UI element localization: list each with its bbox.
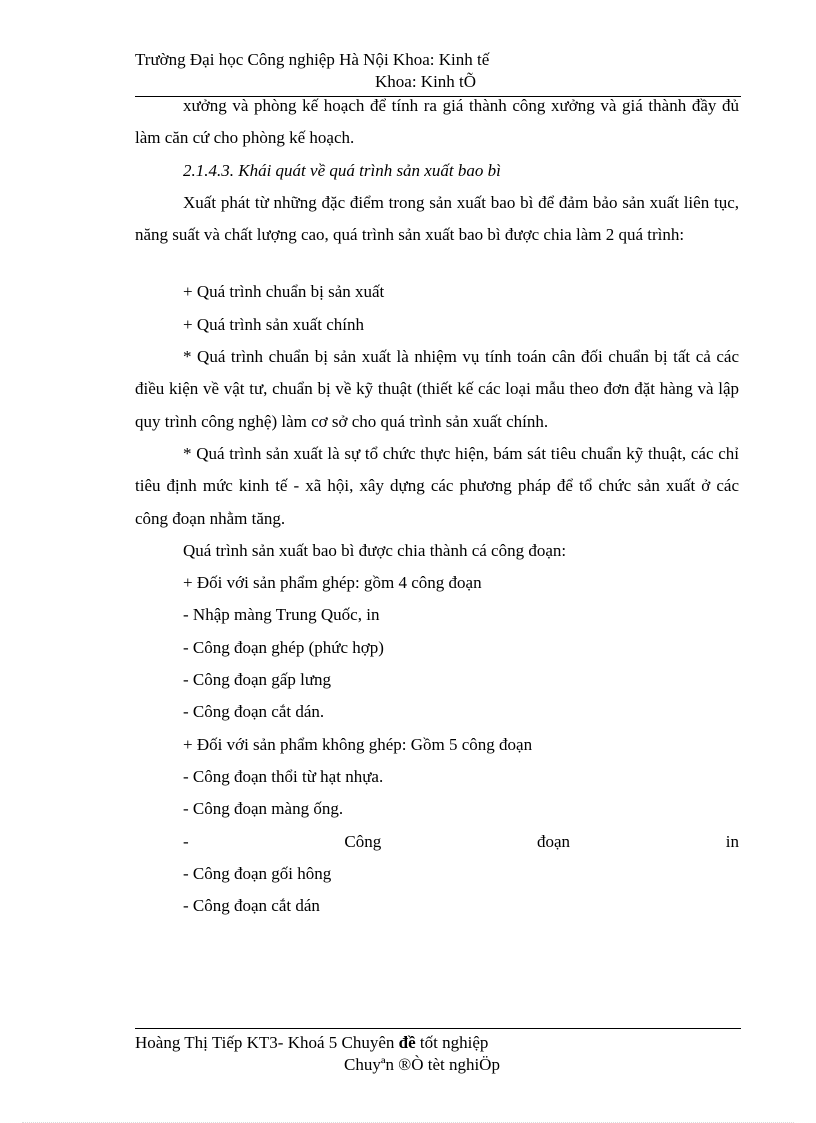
footer-author-suffix: tốt nghiệp bbox=[415, 1033, 489, 1052]
footer-author-prefix: Hoàng Thị Tiếp KT3- Khoá 5 Chuyên bbox=[135, 1033, 399, 1052]
document-body bbox=[135, 90, 739, 922]
step-word: in bbox=[725, 831, 739, 851]
step-item: - Công đoạn ghép (phức hợp) bbox=[183, 637, 384, 657]
footer-author-bold: đề bbox=[398, 1033, 416, 1052]
step-item-justified bbox=[135, 826, 739, 858]
group-title-non-laminated: + Đối với sản phẩm không ghép: Gồm 5 công đoạn bbox=[183, 734, 533, 754]
step-item: - Công đoạn thổi từ hạt nhựa. bbox=[183, 766, 384, 786]
step-item: - Công đoạn cắt dán. bbox=[183, 702, 325, 722]
paragraph-prep-process: * Quá trình chuẩn bị sản xuất là nhiệm vụ tính toán cân đối chuẩn bị tất cả các điều kiện về vật tư, chuẩn bị về kỹ thuật (thiết kế các loại mẫu theo đơn đặt hàng và lập quy trình công nghệ) làm cơ sở cho quá trình sản xuất chính. bbox=[135, 347, 739, 431]
footer-author bbox=[135, 1033, 488, 1053]
step-item: - Công đoạn màng ống. bbox=[183, 799, 344, 819]
paragraph-intro: Xuất phát từ những đặc điểm trong sản xuất bao bì để đảm bảo sản xuất liên tục, năng suất và chất lượng cao, quá trình sản xuất bao bì được chia làm 2 quá trình: bbox=[135, 192, 739, 245]
paragraph-stages-intro: Quá trình sản xuất bao bì được chia thành cá công đoạn: bbox=[183, 540, 567, 560]
step-dash: - bbox=[183, 831, 189, 851]
footer-rule bbox=[135, 1028, 741, 1029]
list-item-main: + Quá trình sản xuất chính bbox=[183, 314, 364, 334]
step-item: - Nhập màng Trung Quốc, in bbox=[183, 605, 380, 625]
header-school-name: Trường Đại học Công nghiệp Hà Nội Khoa: Kinh tế bbox=[135, 50, 490, 69]
step-item: - Công đoạn cắt dán bbox=[183, 896, 320, 916]
step-item: - Công đoạn gấp lưng bbox=[183, 670, 332, 690]
paragraph-continuation: xưởng và phòng kế hoạch để tính ra giá thành công xưởng và giá thành đầy đủ làm căn cứ cho phòng kế hoạch. bbox=[135, 96, 739, 148]
blank-gap bbox=[135, 251, 739, 276]
header-department: Khoa: Kinh tÕ bbox=[375, 72, 477, 91]
list-item-prep: + Quá trình chuẩn bị sản xuất bbox=[183, 282, 385, 302]
group-title-laminated: + Đối với sản phẩm ghép: gồm 4 công đoạn bbox=[183, 573, 482, 593]
step-word: Công bbox=[344, 831, 382, 851]
paragraph-main-process: * Quá trình sản xuất là sự tổ chức thực hiện, bám sát tiêu chuẩn kỹ thuật, các chỉ tiêu định mức kinh tế - xã hội, xây dựng các phương pháp để tổ chức sản xuất ở các công đoạn nhằm tăng. bbox=[135, 443, 739, 528]
step-item: - Công đoạn gối hông bbox=[183, 863, 332, 883]
section-title: 2.1.4.3. Khái quát về quá trình sản xuất bao bì bbox=[183, 160, 501, 180]
footer-thesis-label: Chuyªn ®Ò tèt nghiÖp bbox=[344, 1055, 500, 1074]
step-word: đoạn bbox=[536, 831, 571, 851]
